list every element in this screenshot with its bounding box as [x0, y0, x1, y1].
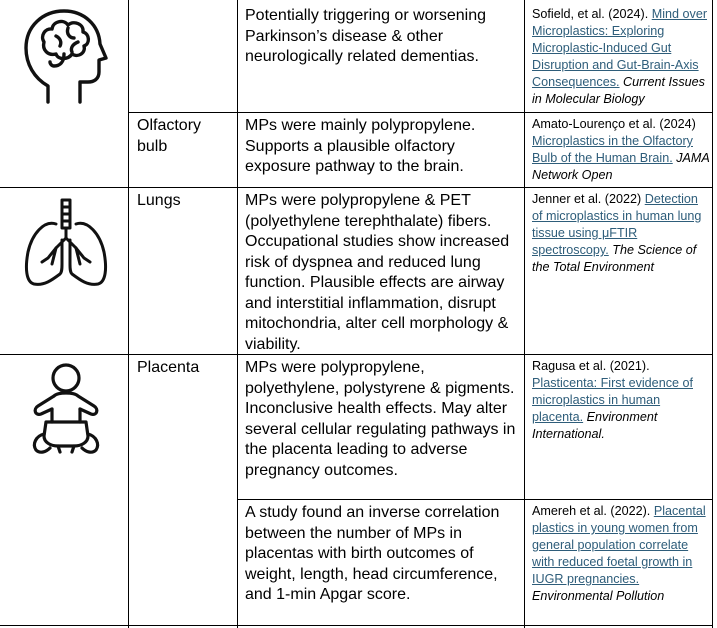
ref-authors: Ragusa et al. (2021). — [532, 359, 650, 373]
ref-journal: Environment International. — [532, 410, 658, 441]
ref-authors: Sofield, et al. (2024). — [532, 7, 649, 21]
ref-journal: The Science of the Total Environment — [532, 243, 697, 274]
ref-link-plasticenta[interactable]: Plasticenta: First evidence of microplastics in human placenta. — [532, 376, 693, 424]
effect-placenta-2: A study found an inverse correlation between the number of MPs in placentas with birth outcomes of weight, length, head circumference, and 1-min Apgar score. — [245, 504, 500, 603]
effect-brain: Potentially triggering or worsening Parkinson’s disease & other neurologically related dementias. — [245, 7, 487, 65]
baby-icon — [28, 362, 104, 456]
head-brain-icon — [18, 6, 110, 106]
ref-link-olfactory-bulb[interactable]: Microplastics in the Olfactory Bulb of the Human Brain. — [532, 134, 693, 165]
ref-link-placental-plastics[interactable]: Placental plastics in young women from general population correlate with reduced foetal growth in IUGR pregnancies. — [532, 504, 706, 586]
organ-olfactory-bulb: Olfactory bulb — [137, 117, 202, 155]
lungs-icon — [22, 198, 110, 288]
effect-olfactory-bulb: MPs were mainly polypropylene. Supports a plausible olfactory exposure pathway to the brain. — [245, 117, 476, 175]
ref-authors: Jenner et al. (2022) — [532, 192, 642, 206]
ref-link-lung-tissue[interactable]: Detection of microplastics in human lung tissue using μFTIR spectroscopy. — [532, 192, 702, 257]
ref-authors: Amato-Lourenço et al. (2024) — [532, 117, 696, 131]
effect-lungs: MPs were polypropylene & PET (polyethylene terephthalate) fibers. Occupational studies show increased risk of dyspnea and reduced lung function. Plausible effects are airway and interstitial inflammation, disrupt mitochondria, alter cell morphology & viability. — [245, 192, 510, 353]
ref-journal: Environmental Pollution — [532, 589, 665, 603]
ref-journal: Current Issues in Molecular Biology — [532, 75, 705, 106]
organ-placenta: Placenta — [137, 359, 200, 376]
organ-lungs: Lungs — [137, 192, 181, 209]
effect-placenta-1: MPs were polypropylene, polyethylene, polystyrene & pigments. Inconclusive health effects. May alter several cellular regulating pathways in the placenta leading to adverse pregnancy outcomes. — [245, 359, 516, 479]
ref-authors: Amereh et al. (2022). — [532, 504, 651, 518]
reference-amereh — [532, 503, 710, 605]
reference-jenner — [532, 191, 710, 276]
ref-journal: JAMA Network Open — [532, 151, 710, 182]
reference-amato-lourenco — [532, 116, 710, 184]
reference-sofield — [532, 6, 710, 108]
reference-ragusa — [532, 358, 710, 443]
ref-link-mind-over-microplastics[interactable]: Mind over Microplastics: Exploring Microplastic-Induced Gut Disruption and Gut-Brain-Axis Consequences. — [532, 7, 708, 89]
